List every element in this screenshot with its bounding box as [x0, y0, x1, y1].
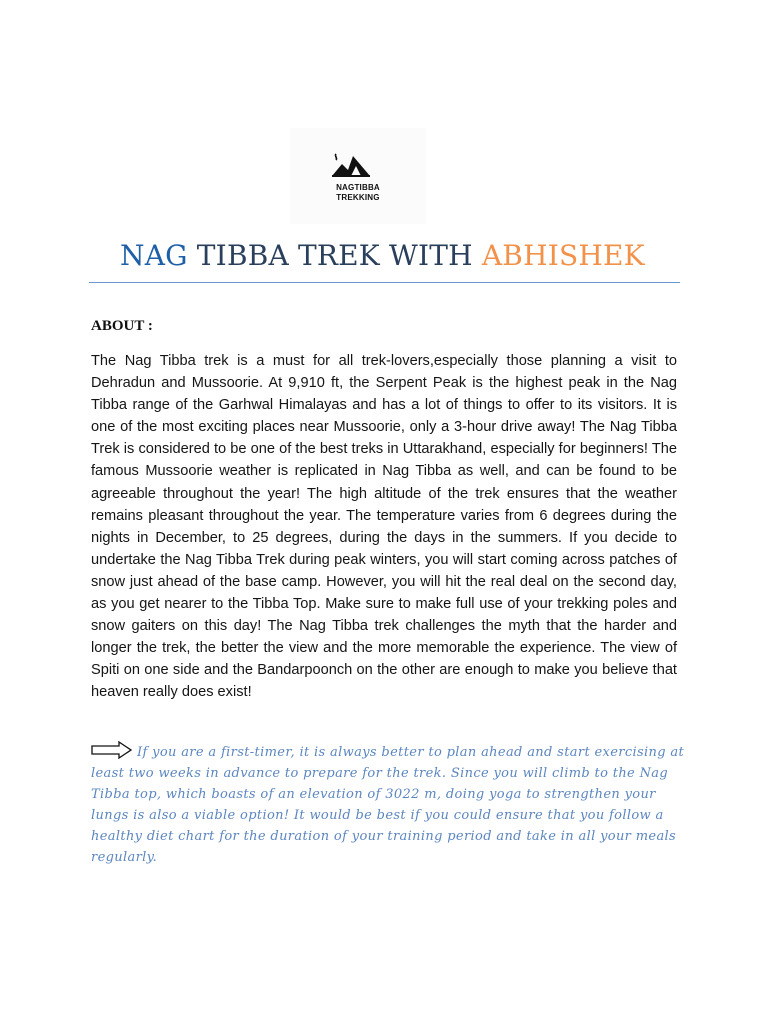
title-word-nag: NAG: [120, 239, 188, 272]
mountain-tent-icon: [330, 150, 372, 178]
title-word-abhishek: ABHISHEK: [481, 239, 645, 272]
right-arrow-icon: [91, 741, 133, 759]
tip-paragraph: [91, 741, 691, 868]
about-paragraph: The Nag Tibba trek is a must for all trek-lovers,especially those planning a visit to Dehradun and Mussoorie. At 9,910 ft, the Serpent Peak is the highest peak in the Nag Tibba range of the Garhwal Himalayas and has a lot of things to offer to its visitors. It is one of the most exciting places near Mussoorie, only a 3-hour drive away! The Nag Tibba Trek is considered to be one of the best treks in Uttarakhand, especially for beginners! The famous Mussoorie weather is replicated in Nag Tibba as well, and can be found to be agreeable throughout the year! The high altitude of the trek ensures that the weather remains pleasant throughout the year. The temperature varies from 6 degrees during the nights in December, to 25 degrees, during the days in the summers. If you decide to undertake the Nag Tibba Trek during peak winters, you will start coming across patches of snow just ahead of the base camp. However, you will hit the real deal on the second day, as you get nearer to the Tibba Top. Make sure to make full use of your trekking poles and snow gaiters on this day! The Nag Tibba trek challenges the myth that the harder and longer the trek, the better the view and the more memorable the experience. The view of Spiti on one side and the Bandarpoonch on the other are enough to make you believe that heaven really does exist!: [91, 353, 677, 701]
title-middle: TIBBA TREK WITH: [187, 239, 482, 272]
page-title: [120, 236, 680, 276]
about-heading: ABOUT :: [91, 318, 153, 334]
tip-text: If you are a first-timer, it is always better to plan ahead and start exercising at least two weeks in advance to prepare for the trek. Since you will climb to the Nag Tibba top, which boasts of an elevation of 3022 m, doing yoga to strengthen your lungs is also a viable option! It would be best if you could ensure that you follow a healthy diet chart for the duration of your training period and take in all your meals regularly.: [91, 745, 685, 865]
logo-line-1: NAGTIBBA: [336, 183, 380, 192]
logo: [290, 128, 426, 224]
logo-line-2: TREKKING: [336, 193, 380, 202]
title-divider: [89, 282, 680, 283]
logo-wordmark: [290, 183, 426, 203]
